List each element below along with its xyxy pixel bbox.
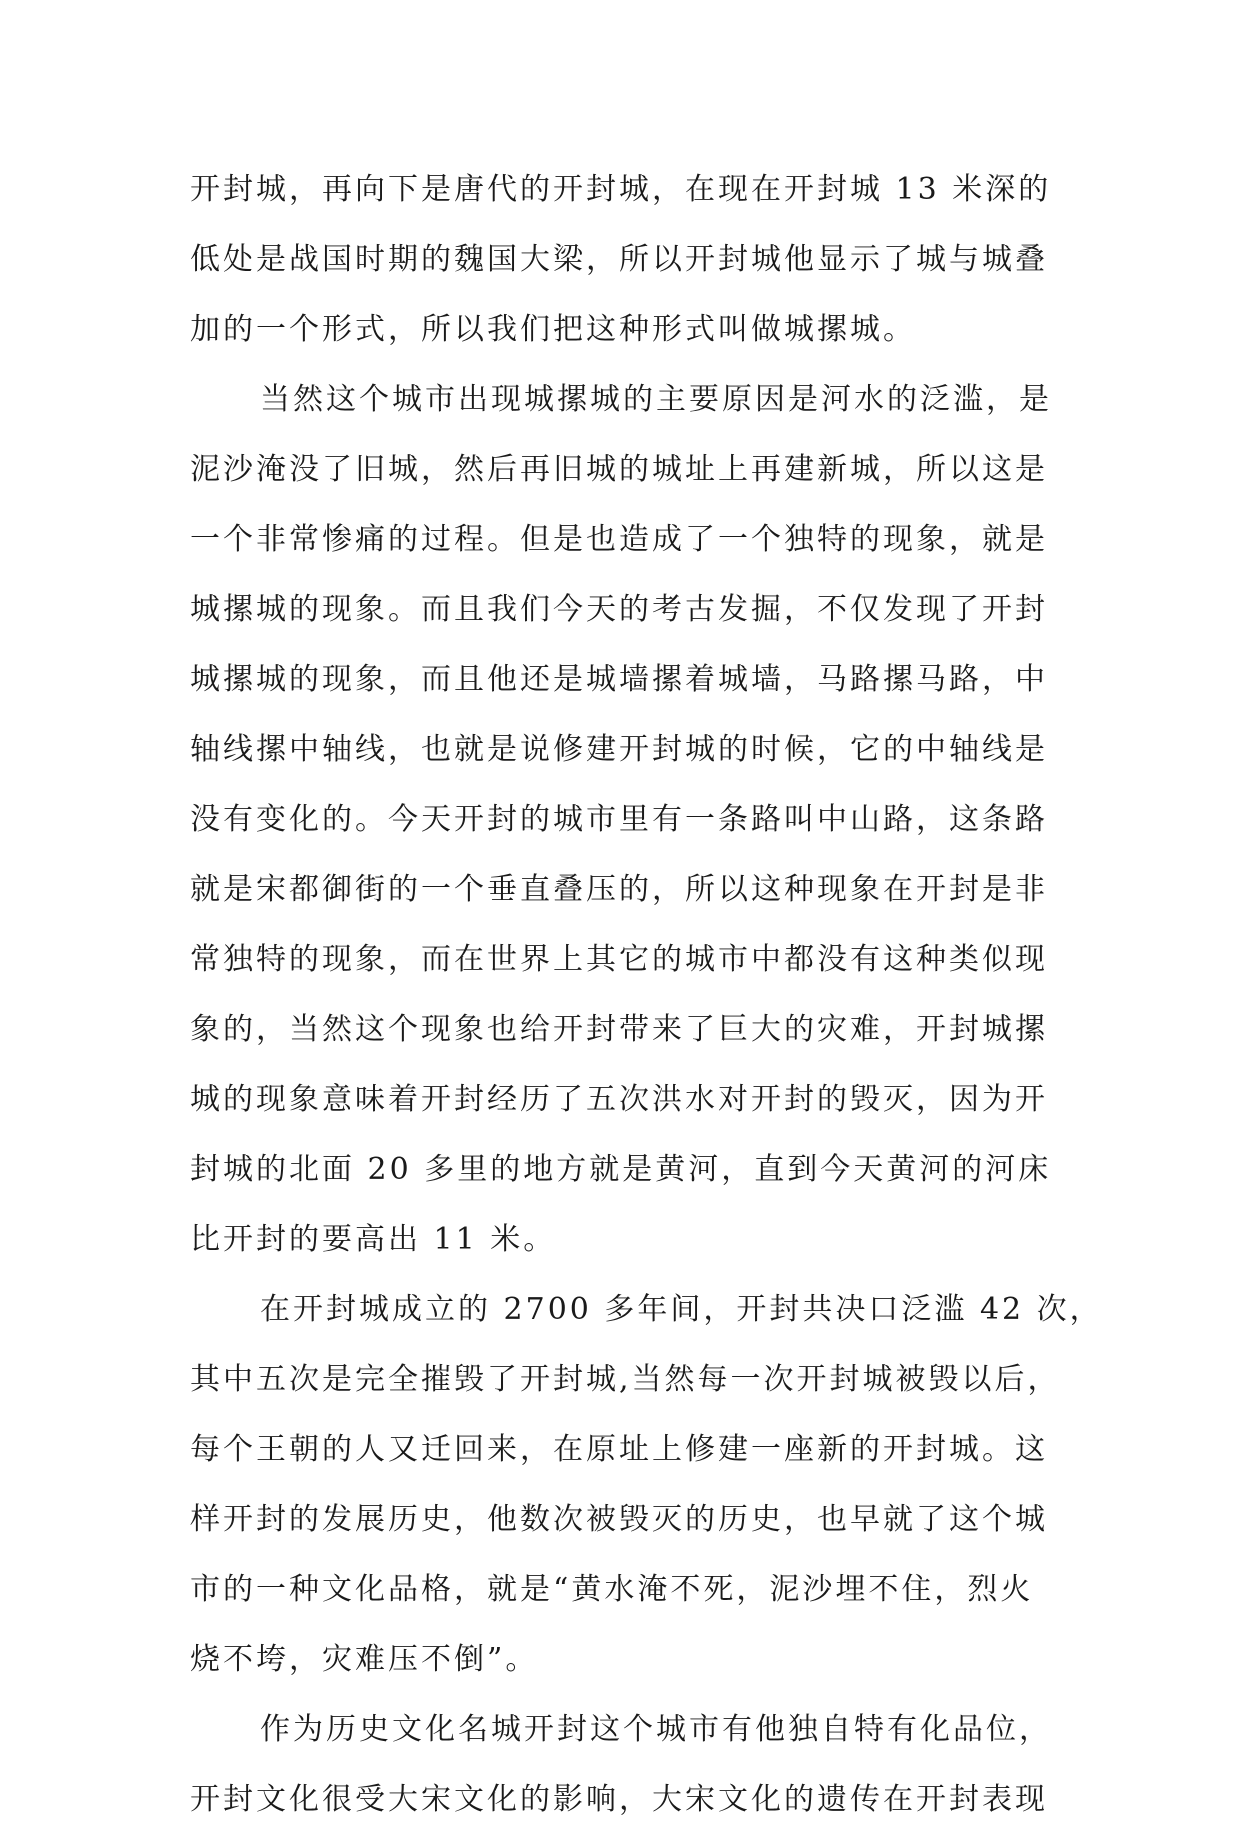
text-line: 其中五次是完全摧毁了开封城,当然每一次开封城被毁以后，: [190, 1362, 1061, 1397]
text-line: 样开封的发展历史，他数次被毁灭的历史，也早就了这个城: [190, 1502, 1048, 1537]
text-line: 一个非常惨痛的过程。但是也造成了一个独特的现象，就是: [190, 522, 1048, 557]
text-line: 作为历史文化名城开封这个城市有他独自特有化品位，: [260, 1712, 1052, 1747]
text-line: 开封城，再向下是唐代的开封城，在现在开封城 13 米深的: [190, 172, 1052, 207]
paragraph-4: [190, 1695, 1090, 1835]
text-line: 泥沙淹没了旧城，然后再旧城的城址上再建新城，所以这是: [190, 452, 1048, 487]
text-line: 比开封的要高出 11 米。: [190, 1222, 557, 1257]
text-line: 没有变化的。今天开封的城市里有一条路叫中山路，这条路: [190, 802, 1048, 837]
text-line: 常独特的现象，而在世界上其它的城市中都没有这种类似现: [190, 942, 1048, 977]
text-line: 每个王朝的人又迁回来，在原址上修建一座新的开封城。这: [190, 1432, 1048, 1467]
text-line: 就是宋都御街的一个垂直叠压的，所以这种现象在开封是非: [190, 872, 1048, 907]
text-line: 在开封城成立的 2700 多年间，开封共决口泛滥 42 次，: [260, 1292, 1103, 1327]
text-line: 轴线摞中轴线，也就是说修建开封城的时候，它的中轴线是: [190, 732, 1048, 767]
body-text: [190, 155, 1103, 1835]
text-line: 当然这个城市出现城摞城的主要原因是河水的泛滥，是: [260, 382, 1052, 417]
text-line: 低处是战国时期的魏国大梁，所以开封城他显示了城与城叠: [190, 242, 1048, 277]
text-line: 封城的北面 20 多里的地方就是黄河，直到今天黄河的河床: [190, 1152, 1052, 1187]
text-line: 开封文化很受大宋文化的影响，大宋文化的遗传在开封表现: [190, 1782, 1048, 1817]
text-line: 加的一个形式，所以我们把这种形式叫做城摞城。: [190, 312, 916, 347]
paragraph-3: [190, 1275, 1103, 1695]
text-line: 城摞城的现象，而且他还是城墙摞着城墙，马路摞马路，中: [190, 662, 1048, 697]
text-line: 市的一种文化品格，就是“黄水淹不死，泥沙埋不住，烈火: [190, 1572, 1034, 1607]
text-line: 象的，当然这个现象也给开封带来了巨大的灾难，开封城摞: [190, 1012, 1048, 1047]
text-line: 城摞城的现象。而且我们今天的考古发掘，不仅发现了开封: [190, 592, 1048, 627]
paragraph-1: [190, 155, 1090, 365]
paragraph-2: [190, 365, 1090, 1275]
text-line: 烧不垮，灾难压不倒”。: [190, 1642, 539, 1677]
text-line: 城的现象意味着开封经历了五次洪水对开封的毁灭，因为开: [190, 1082, 1048, 1117]
